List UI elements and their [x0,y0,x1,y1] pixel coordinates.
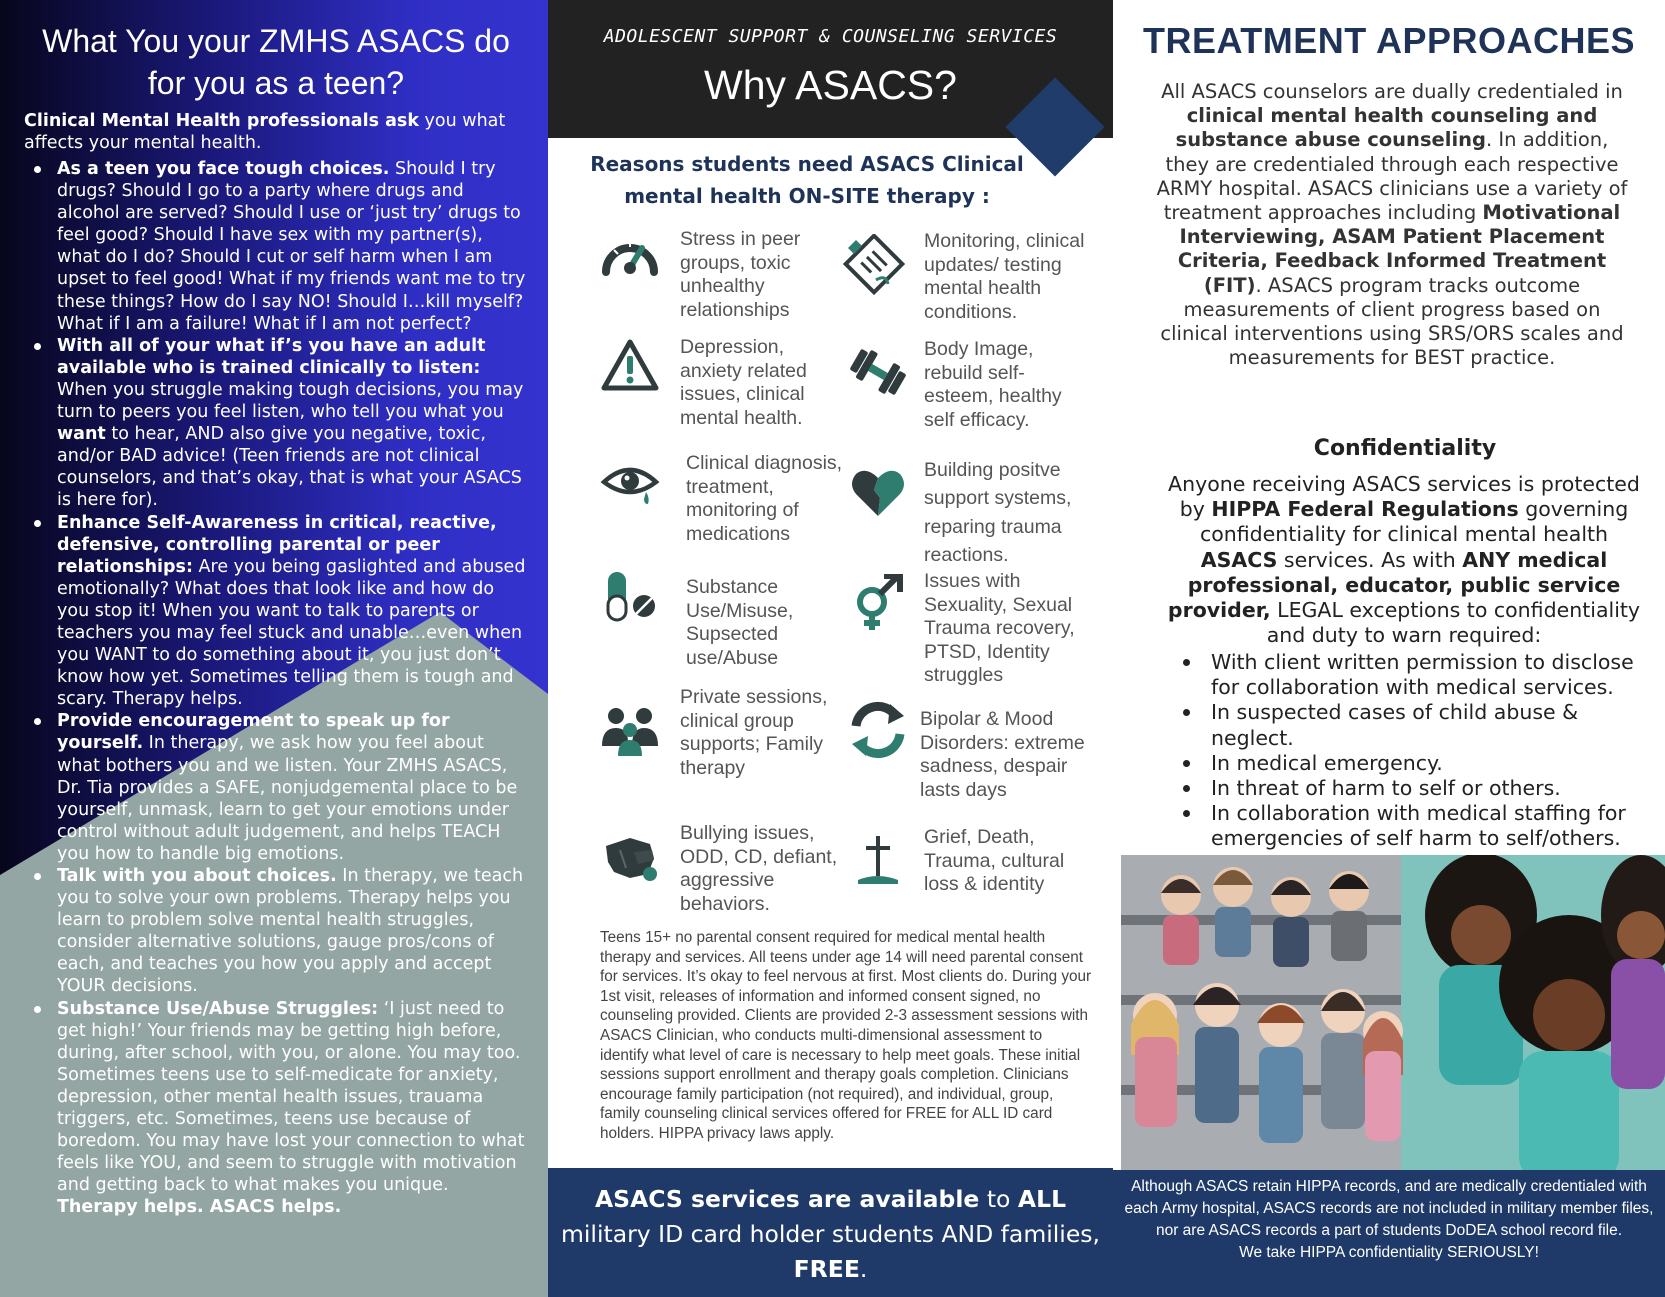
list-item [24,865,528,998]
left-intro-bold: Clinical Mental Health professionals ask [24,111,419,131]
item-text: Are you being gaslighted and abused emotionally? What does that look like and how do you stop it! When you want to talk to parents or teachers you may feel stuck and unable…even when you WANT to do something about it, you just don’t know how yet. Sometimes telling them is tough and scary. Therapy helps. [57,556,526,710]
footer-text: military ID card holder students AND families, [561,1220,1100,1248]
confidentiality-exceptions-list [1179,650,1649,852]
warning-icon [600,336,660,396]
list-item [24,512,528,711]
item-lead: With all of your what if’s you have an adult available who is trained clinically to listen: [57,335,486,378]
middle-footer-banner [548,1168,1113,1297]
reason-text: Depression, anxiety related issues, clinical mental health. [680,336,807,429]
footer-bold: ALL [1017,1185,1067,1213]
left-intro-text: you what affects your mental health. [24,111,506,153]
treatment-paragraph [1155,80,1629,370]
item-text: When you struggle making tough decisions, you may turn to peers you feel listen, who tell you what you [57,379,524,423]
checklist-icon [840,234,912,304]
list-item [24,710,528,865]
gender-icon [848,574,908,634]
list-item [24,335,528,512]
reason-text: Building positve support systems, reparing trauma reactions. [924,459,1072,567]
reason-text: Bullying issues, ODD, CD, defiant, aggressive behaviors. [680,822,838,915]
treatment-text: . In addition, they are credentialed through each respective ARMY hospital. ASACS clinicians use a variety of treatment approaches including [1156,128,1628,225]
footer-line-2 [548,1217,1113,1287]
item-text: Should I try drugs? Should I go to a party where drugs and alcohol are served? Should I use or ‘just try’ drugs to feel good? Should I have sex with my partner(s), what do I do? Should I cut or self harm when I am upset to feel good! What if my friends want me to try these things? How do I say NO! Should I…kill myself? What if I am a failure! What if I am not perfect? [57,159,526,334]
pill-icon [600,570,660,630]
item-emphasis: Therapy helps. ASACS helps. [57,1197,342,1218]
item-text: In therapy, we ask how you feel about what bothers you and we listen. Your ZMHS ASACS, Dr. Tia provides a SAFE, nonjudgemental place to be yourself, unmask, learn to get your emotions under control without adult judgement, and helps TEACH you how to handle big emotions. [57,733,518,864]
privacy-footer-banner [1113,1170,1665,1297]
list-item: In threat of harm to self or others. [1179,776,1649,801]
middle-panel [548,0,1113,1297]
item-text: In therapy, we teach you to solve your own problems. Therapy helps you learn to problem solve mental health struggles, consider alternative solutions, gauge pros/cons of each, and teaches you how you apply and accept YOUR decisions. [57,866,524,997]
list-item: In medical emergency. [1179,751,1649,776]
dumbbell-icon [848,342,908,402]
item-lead: Provide encouragement to speak up for yourself. [57,711,450,754]
list-item [24,998,528,1219]
fist-icon [600,828,660,888]
left-intro [24,110,528,154]
conf-text: governing confidentiality for clinical mental health [1199,497,1629,547]
footer-bold: FREE [793,1255,860,1283]
list-item: In suspected cases of child abuse & neglect. [1179,700,1649,750]
footer-bold: ASACS services are available [594,1185,980,1213]
broken-heart-icon [848,464,908,524]
footer-text: . [859,1255,868,1283]
reason-text: Bipolar & Mood Disorders: extreme sadness, despair lasts days [920,708,1085,801]
reason-text: Stress in peer groups, toxic unhealthy relationships [680,228,801,321]
people-group-icon [600,702,660,762]
conf-bold: ASACS [1200,547,1278,572]
eye-icon [600,452,660,512]
reasons-heading: Reasons students need ASACS Clinical mental health ON-SITE therapy : [590,152,1024,208]
left-content [24,20,528,1219]
item-lead: Substance Use/Abuse Struggles: [57,998,379,1019]
item-lead: Talk with you about choices. [57,866,337,886]
confidentiality-title: Confidentiality [1313,436,1497,461]
treatment-title: TREATMENT APPROACHES [1142,20,1635,61]
gauge-icon [600,228,660,288]
list-item [24,158,528,335]
reason-text: Body Image, rebuild self-esteem, healthy self efficacy. [924,338,1062,431]
right-panel [1113,0,1665,1297]
confidentiality-paragraph [1163,472,1645,648]
item-emphasis: want [57,424,106,445]
middle-title: Why ASACS? [704,62,957,108]
treatment-bold: Motivational Interviewing, ASAM Patient Placement Criteria, Feedback Informed Treatment (FIT) [1177,201,1621,297]
conf-bold: ANY medical professional, educator, public service provider, [1167,547,1621,623]
teens-illustration [1121,855,1665,1170]
left-panel-title: What You your ZMHS ASACS do for you as a teen? [42,23,510,101]
reason-text: Grief, Death, Trauma, cultural loss & identity [924,826,1065,896]
list-item: In collaboration with medical staffing for emergencies of self harm to self/others. [1179,801,1649,851]
consent-paragraph: Teens 15+ no parental consent required for medical mental health therapy and services. All teens under age 14 will need parental consent for services. It’s okay to feel nervous at first. Most clients do. During your 1st visit, releases of information and informed consent signed, no counseling provided. Clients are provided 2-3 assessment sessions with ASACS Clinician, who conducts multi-dimensional assessment to identify what level of care is necessary to help meet goals. These initial sessions support enrollment and therapy goals completion. Clinicians encourage family participation (not required), and individual, group, family counseling clinical services offered for FREE for ALL ID card holders. HIPPA privacy laws apply. [600,929,1092,1142]
item-lead: Enhance Self-Awareness in critical, reactive, defensive, controlling parental or peer relationships: [57,512,497,577]
grave-cross-icon [848,832,908,892]
middle-tagline: ADOLESCENT SUPPORT & COUNSELING SERVICES [603,26,1058,47]
reason-text: Substance Use/Misuse, Supsected use/Abuse [686,576,794,669]
reason-text: Issues with Sexuality, Sexual Trauma recovery, PTSD, Identity struggles [924,570,1075,687]
left-bullet-list [24,158,528,1219]
treatment-text: . ASACS program tracks outcome measurements of client progress based on clinical interventions using SRS/ORS scales and measurements for BEST practice. [1160,273,1624,370]
treatment-text: All ASACS counselors are dually credentialed in [1161,80,1623,103]
footer-text: to [979,1185,1018,1213]
reason-text: Private sessions, clinical group supports; Family therapy [680,686,828,779]
conf-bold: HIPPA Federal Regulations [1211,497,1519,522]
item-text: ‘I just need to get high!’ Your friends may be getting high before, during, after school, with you, or alone. You may too. Sometimes teens use to self-medicate for anxiety, depression, other mental health issues, trauama triggers, etc. Sometimes, teens use because of boredom. You may have lost your connection to what feels like YOU, and seem to struggle with motivation and getting back to what makes you unique. [57,998,525,1196]
privacy-footer-text: Although ASACS retain HIPPA records, and are medically credentialed with each Army hospital, ASACS records are not included in military member files, nor are ASACS records a part of students DoDEA school record file. [1124,1178,1654,1239]
treatment-bold: clinical mental health counseling and substance abuse counseling [1175,104,1598,152]
conf-text: services. As with [1277,547,1463,572]
conf-text: Anyone receiving ASACS services is protected by [1168,472,1640,522]
cycle-icon [848,700,908,760]
reason-text: Monitoring, clinical updates/ testing mental health conditions. [924,230,1085,323]
left-panel [0,0,548,1297]
footer-line-1 [548,1182,1113,1217]
list-item: With client written permission to disclose for collaboration with medical services. [1179,650,1649,700]
item-text-cont: to hear, AND also give you negative, toxic, and/or BAD advice! (Teen friends are not clinical counselors, and that’s okay, that is what your ASACS is here for). [57,424,522,511]
item-lead: As a teen you face tough choices. [57,159,390,179]
reason-text: Clinical diagnosis, treatment, monitoring of medications [686,452,843,545]
conf-text: LEGAL exceptions to confidentiality and duty to warn required: [1266,598,1641,648]
privacy-footer-emphasis: We take HIPPA confidentiality SERIOUSLY! [1239,1244,1539,1261]
